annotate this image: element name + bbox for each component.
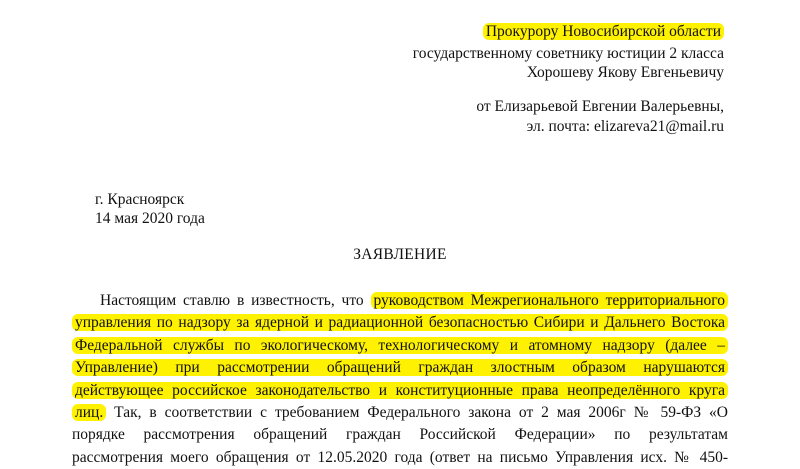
document-title: ЗАЯВЛЕНИЕ xyxy=(353,246,447,263)
body-highlight: Управление) при рассмотрении обращений граждан злостным образом нарушаются xyxy=(72,359,728,376)
body-highlight: руководством Межрегионального территориального xyxy=(371,292,728,309)
body-line-5 xyxy=(72,380,728,402)
addressee-line-1 xyxy=(483,22,724,42)
document-body xyxy=(72,290,728,469)
body-line-7: порядке рассмотрения обращений граждан Российской Федерации» по результатам xyxy=(72,426,728,444)
addressee-highlight: Прокурору Новосибирской области xyxy=(483,23,724,40)
body-text: Настоящим ставлю в известность, что xyxy=(100,292,371,309)
body-line-4 xyxy=(72,357,728,379)
body-highlight: действующее российское законодательство и конституционные права неопределённого круга xyxy=(72,382,728,399)
sender-email-line: эл. почта: elizareva21@mail.ru xyxy=(526,118,724,135)
body-line-1 xyxy=(72,290,728,312)
body-line-6 xyxy=(72,402,728,424)
date-line: 14 мая 2020 года xyxy=(95,210,205,227)
body-highlight: лиц. xyxy=(72,404,106,421)
addressee-line-2: государственному советнику юстиции 2 класса xyxy=(412,45,724,62)
body-highlight: Федеральной службы по экологическому, технологическому и атомному надзору (далее – xyxy=(72,337,728,354)
addressee-line-3: Хорошеву Якову Евгеньевичу xyxy=(526,64,724,81)
sender-line-1: от Елизарьевой Евгении Валерьевны, xyxy=(476,98,724,115)
body-highlight: управления по надзору за ядерной и радиационной безопасностью Сибири и Дальнего Востока xyxy=(72,314,728,331)
place-line: г. Красноярск xyxy=(95,191,185,208)
body-line-8: рассмотрения моего обращения от 12.05.2020 года (ответ на письмо Управления исх. № 450- xyxy=(72,448,728,466)
body-line-2 xyxy=(72,312,728,334)
body-line-3 xyxy=(72,335,728,357)
body-text: Так, в соответствии с требованием Федерального закона от 2 мая 2006г № 59-ФЗ «О xyxy=(106,403,728,421)
